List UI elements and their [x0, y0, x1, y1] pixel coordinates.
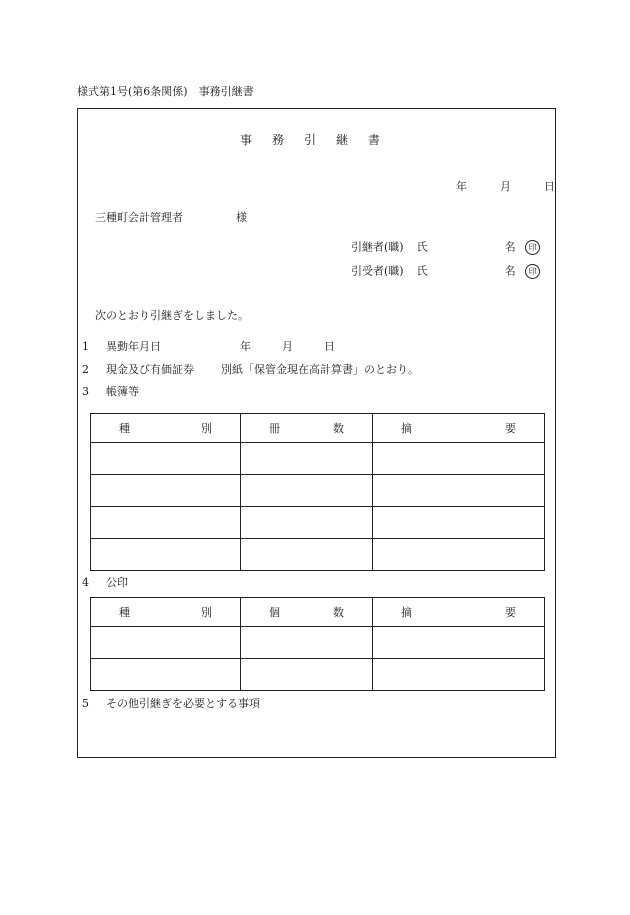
official-seal-table	[90, 597, 545, 691]
date-line	[456, 181, 555, 192]
seal-mark-icon: 印	[525, 240, 540, 255]
table-cell[interactable]	[241, 507, 373, 539]
table-cell[interactable]	[241, 659, 373, 691]
document-title: 事務引継書	[240, 133, 401, 147]
item1-day: 日	[324, 340, 335, 353]
header-cell: 摘 要	[373, 414, 545, 443]
table-row	[91, 507, 545, 539]
addressee-honorific: 様	[236, 211, 247, 224]
signature-role: 引継者(職)	[351, 240, 404, 254]
date-day: 日	[544, 180, 555, 193]
table-header-row	[91, 598, 545, 627]
item-label: 公印	[106, 576, 128, 589]
item1-month: 月	[282, 340, 293, 353]
item-1-line	[82, 341, 335, 352]
signature-transferor	[351, 240, 540, 255]
header-cell: 種 別	[91, 414, 241, 443]
table-cell[interactable]	[373, 539, 545, 571]
table-cell[interactable]	[91, 539, 241, 571]
table-cell[interactable]	[91, 659, 241, 691]
item-3-line	[82, 386, 139, 397]
table-cell[interactable]	[241, 475, 373, 507]
item-number: 1	[82, 340, 89, 353]
table-row	[91, 659, 545, 691]
table-cell[interactable]	[373, 627, 545, 659]
table-cell[interactable]	[373, 507, 545, 539]
date-month: 月	[500, 180, 511, 193]
table-row	[91, 475, 545, 507]
item-label: 帳簿等	[106, 385, 139, 398]
item-label: 現金及び有価証券	[106, 363, 194, 376]
signature-surname: 氏	[416, 264, 428, 278]
item-label: その他引継ぎを必要とする事項	[106, 697, 260, 710]
item1-year: 年	[240, 340, 251, 353]
item-2-line	[82, 364, 419, 375]
header-cell: 個 数	[241, 598, 373, 627]
table-cell[interactable]	[91, 627, 241, 659]
signature-given: 名	[504, 240, 516, 254]
date-year: 年	[456, 180, 467, 193]
table-cell[interactable]	[373, 659, 545, 691]
item-5-line	[82, 698, 260, 709]
addressee-name: 三種町会計管理者	[95, 211, 183, 224]
table-cell[interactable]	[91, 475, 241, 507]
seal-mark-icon: 印	[525, 264, 540, 279]
header-cell: 種 別	[91, 598, 241, 627]
table-cell[interactable]	[91, 507, 241, 539]
table-header-row	[91, 414, 545, 443]
item-number: 3	[82, 385, 89, 398]
intro-text: 次のとおり引継ぎをしました。	[95, 309, 249, 322]
table-cell[interactable]	[241, 627, 373, 659]
signature-surname: 氏	[416, 240, 428, 254]
item-number: 5	[82, 697, 89, 710]
table-row	[91, 443, 545, 475]
header-cell: 摘 要	[373, 598, 545, 627]
item-4-line	[82, 577, 128, 588]
item-label: 異動年月日	[106, 340, 161, 353]
addressee	[95, 212, 247, 223]
table-row	[91, 627, 545, 659]
header-cell: 冊 数	[241, 414, 373, 443]
table-cell[interactable]	[241, 539, 373, 571]
table-cell[interactable]	[373, 443, 545, 475]
table-cell[interactable]	[241, 443, 373, 475]
table-cell[interactable]	[91, 443, 241, 475]
item-number: 2	[82, 363, 89, 376]
signature-given: 名	[504, 264, 516, 278]
table-cell[interactable]	[373, 475, 545, 507]
item2-text: 別紙「保管金現在高計算書」のとおり。	[221, 363, 419, 376]
form-header-line: 様式第1号(第6条関係) 事務引継書	[77, 85, 254, 98]
signature-transferee	[351, 264, 540, 279]
item-number: 4	[82, 576, 89, 589]
signature-role: 引受者(職)	[351, 264, 404, 278]
ledger-table	[90, 413, 545, 571]
table-row	[91, 539, 545, 571]
